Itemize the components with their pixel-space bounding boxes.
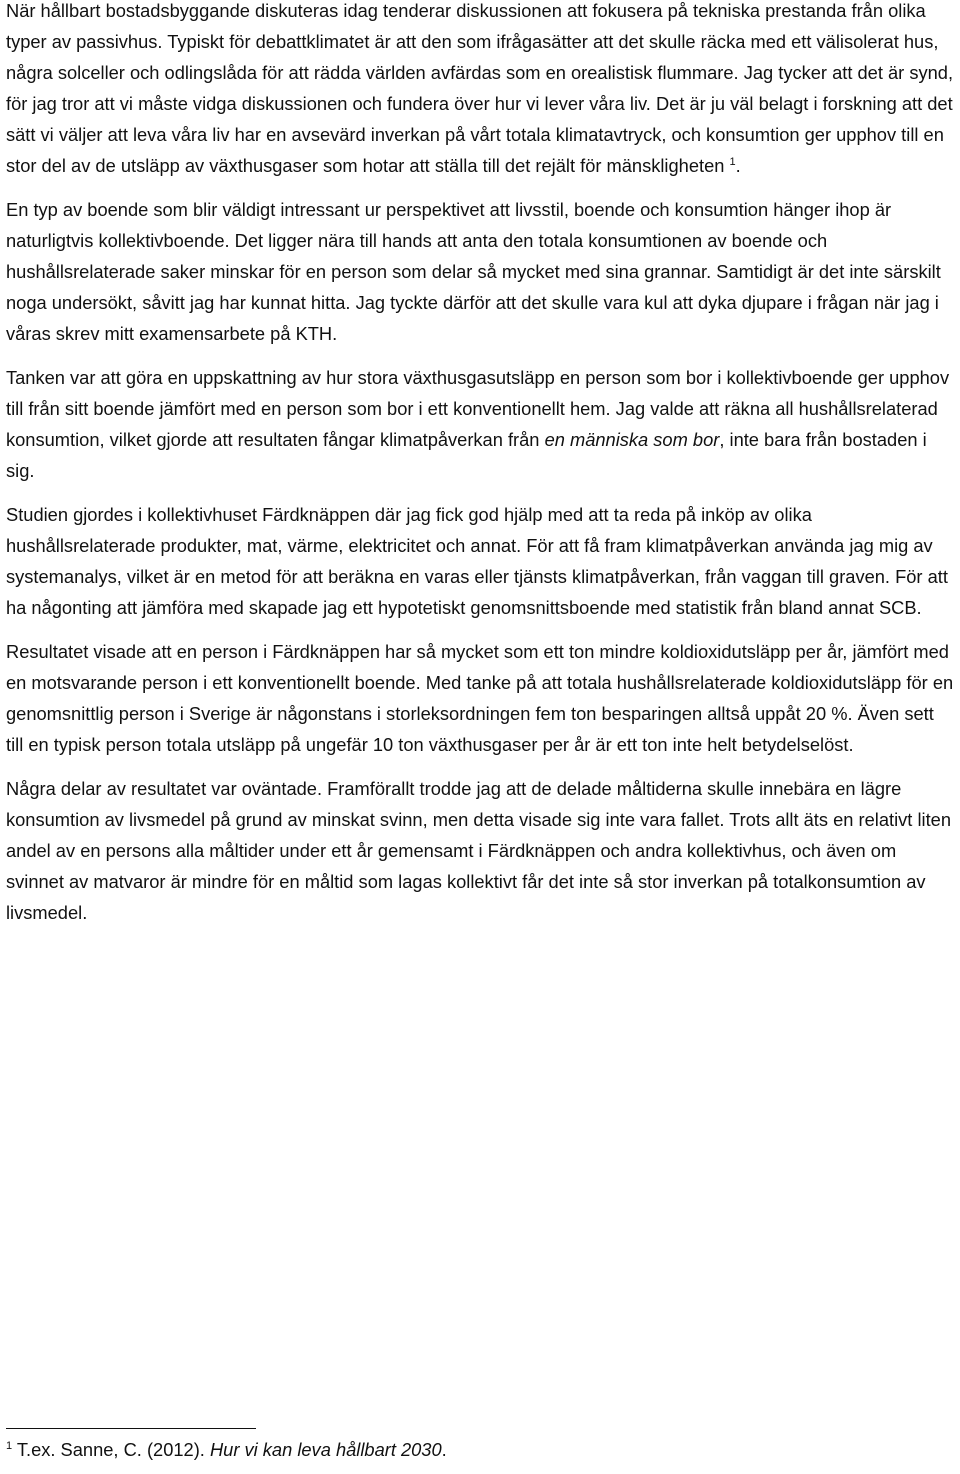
paragraph-2-text: En typ av boende som blir väldigt intressant ur perspektivet att livsstil, boende och konsumtion hänger ihop är naturligtvis kollektivboende. Det ligger nära till hands att anta den totala konsumtionen av boende och hushållsrelaterade saker minskar för en person som delar så mycket med sina grannar. Samtidigt är det inte särskilt noga undersökt, såvitt jag har kunnat hitta. Jag tyckte därför att det skulle vara kul att dyka djupare i frågan när jag i våras skrev mitt examensarbete på KTH. [6, 199, 941, 344]
footnote-reference: 1 [729, 155, 736, 168]
paragraph-6 [6, 773, 956, 928]
footnote-separator [6, 1428, 256, 1429]
paragraph-4-text: Studien gjordes i kollektivhuset Färdknäppen där jag fick god hjälp med att ta reda på inköp av olika hushållsrelaterade produkter, mat, värme, elektricitet och annat. För att få fram klimatpåverkan använda jag mig av systemanalys, vilket är en metod för att beräkna en varas eller tjänsts klimatpåverkan, från vaggan till graven. För att ha någonting att jämföra med skapade jag ett hypotetiskt genomsnittsboende med statistik från bland annat SCB. [6, 504, 948, 618]
footnote-title: Hur vi kan leva hållbart 2030 [209, 1439, 442, 1460]
paragraph-5-text: Resultatet visade att en person i Färdknäppen har så mycket som ett ton mindre koldioxidutsläpp per år, jämfört med en motsvarande person i ett konventionellt boende. Med tanke på att totala hushållsrelaterade koldioxidutsläpp för en genomsnittlig person i Sverige är någonstans i storleksordningen fem ton besparingen alltså uppåt 20 %. Även sett till en typisk person totala utsläpp på ungefär 10 ton växthusgaser per år är ett ton inte helt betydelselöst. [6, 641, 954, 755]
paragraph-3 [6, 362, 956, 486]
footnote [6, 1437, 946, 1463]
paragraph-2 [6, 194, 956, 349]
paragraph-5 [6, 636, 956, 760]
document-body [6, 0, 956, 928]
paragraph-6-text: Några delar av resultatet var oväntade. Framförallt trodde jag att de delade måltiderna skulle innebära en lägre konsumtion av livsmedel på grund av minskat svinn, men detta visade sig inte vara fallet. Trots allt äts en relativt liten andel av en persons alla måltider under ett år gemensamt i Färdknäppen och andra kollektivhus, och även om svinnet av matvaror är mindre för en måltid som lagas kollektivt får det inte så stor inverkan på totalkonsumtion av livsmedel. [6, 778, 951, 923]
paragraph-1 [6, 0, 956, 181]
paragraph-4 [6, 499, 956, 623]
paragraph-1-text: När hållbart bostadsbyggande diskuteras idag tenderar diskussionen att fokusera på tekniska prestanda från olika typer av passivhus. Typiskt för debattklimatet är att den som ifrågasätter att det skulle räcka med ett välisolerat hus, några solceller och odlingslåda för att rädda världen avfärdas som en orealistisk flummare. Jag tycker att det är synd, för jag tror att vi måste vidga diskussionen och fundera över hur vi lever våra liv. Det är ju väl belagt i forskning att det sätt vi väljer att leva våra liv har en avsevärd inverkan på vårt totala klimatavtryck, och konsumtion ger upphov till en stor del av de utsläpp av växthusgaser som hotar att ställa till det rejält för mänskligheten [6, 0, 954, 176]
footnote-marker: 1 [6, 1439, 13, 1452]
paragraph-3-end: , inte bara från bostaden i sig. [6, 429, 927, 481]
footnote-end: . [441, 1439, 447, 1460]
paragraph-1-end: . [735, 155, 741, 176]
footnote-section [6, 1428, 946, 1463]
footnote-text: T.ex. Sanne, C. (2012). [12, 1439, 210, 1460]
paragraph-3-emphasis: en människa som bor [544, 429, 720, 450]
paragraph-3-text: Tanken var att göra en uppskattning av hur stora växthusgasutsläpp en person som bor i kollektivboende ger upphov till från sitt boende jämfört med en person som bor i ett konventionellt hem. Jag valde att räkna all hushållsrelaterad konsumtion, vilket gjorde att resultaten fångar klimatpåverkan från [6, 367, 950, 450]
